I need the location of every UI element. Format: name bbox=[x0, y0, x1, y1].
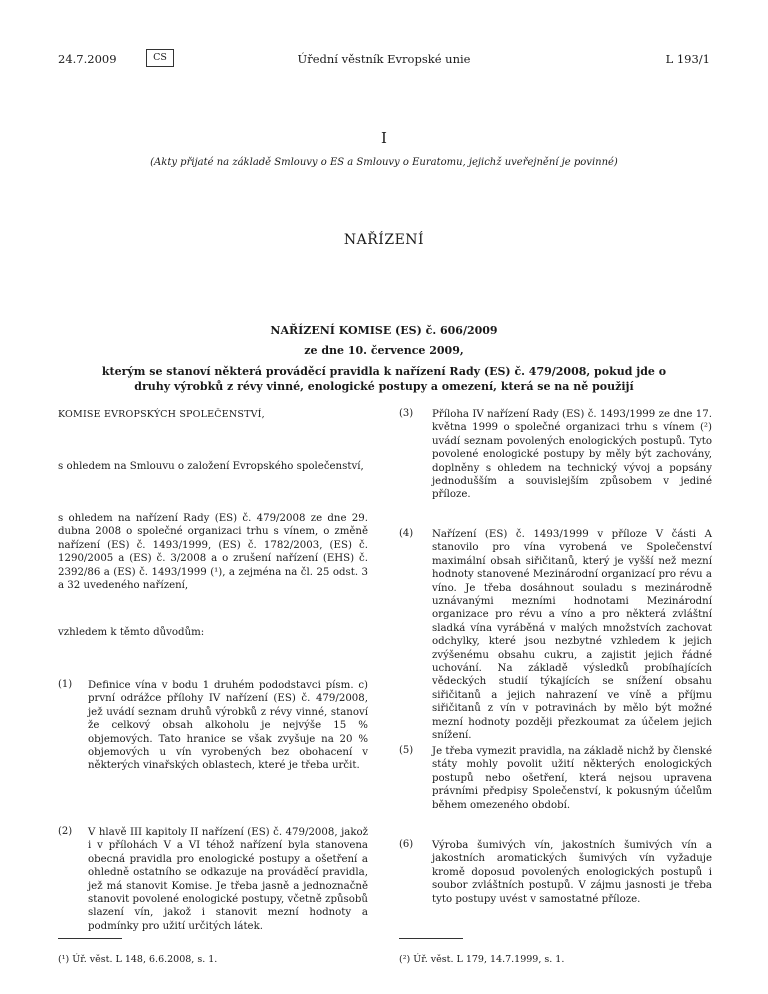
section-number: I bbox=[381, 129, 387, 147]
section-heading: NAŘÍZENÍ bbox=[343, 232, 425, 248]
recital-number: (4) bbox=[399, 528, 414, 539]
recital-number: (3) bbox=[399, 408, 414, 419]
regulation-recital: s ohledem na nařízení Rady (ES) č. 479/2008 ze dne 29. dubna 2008 o společné organizaci trhu s vínem, o změně nařízení (ES) č. 1493/1999, (ES) č. 1782/2003, (ES) č. 1290/2005 a (ES) č. 3/2008 a o zrušení nařízení (EHS) č. 2392/86 a (ES) č. 1493/1999 (¹), a zejména na čl. 25 odst. 3 a 32 uvedeného nařízení, bbox=[58, 513, 368, 592]
footnote: (²) Úř. věst. L 179, 14.7.1999, s. 1. bbox=[399, 954, 565, 965]
language-badge: CS bbox=[146, 49, 174, 67]
recital-number: (2) bbox=[58, 826, 73, 837]
whereas-line: vzhledem k těmto důvodům: bbox=[58, 627, 205, 638]
commission-line: KOMISE EVROPSKÝCH SPOLEČENSTVÍ, bbox=[58, 409, 265, 420]
footnote-rule bbox=[58, 938, 122, 939]
journal-title: Úřední věstník Evropské unie bbox=[297, 52, 471, 66]
recital-text: Definice vína v bodu 1 druhém pododstavci písm. c) první odrážce přílohy IV nařízení (ES) č. 479/2008, jež uvádí seznam druhů výrobků z révy vinné, stanoví že celkový obsah alkoholu je nejvýše 15 % objemových. Tato hranice se však zvyšuje na 20 % objemových u vín vyrobených bez obohacení v některých vinařských oblastech, které je třeba určit. bbox=[88, 680, 368, 772]
journal-reference: L 193/1 bbox=[665, 52, 710, 66]
recital-number: (1) bbox=[58, 679, 73, 690]
recital-text: Nařízení (ES) č. 1493/1999 v příloze V části A stanovilo pro vína vyrobená ve Společenství maximální obsah siřičitanů, který je vyšší než mezní hodnoty stanovené Mezinárodní organizací pro révu a víno. Je třeba dosáhnout souladu s mezinárodně uznávanými mezními hodnotami Mezinárodní organizace pro révu a víno a pro některá zvláštní sladká vína vyráběná v malých množstvích zachovat odchylky, které jsou nezbytné vzhledem k jejich zvýšenému obsahu cukru, a zajistit jejich řádné uchování. Na základě výsledků probíhajících vědeckých studií týkajících se snížení obsahu siřičitanů a jejich nahrazení ve víně a příjmu siřičitanů z vín v potravinách by mělo být možné mezní hodnoty později přezkoumat za účelem jejich snížení. bbox=[432, 529, 712, 742]
regulation-title: NAŘÍZENÍ KOMISE (ES) č. 606/2009 bbox=[270, 324, 498, 337]
treaty-recital: s ohledem na Smlouvu o založení Evropského společenství, bbox=[58, 461, 364, 472]
recital-text: Příloha IV nařízení Rady (ES) č. 1493/1999 ze dne 17. května 1999 o společné organizaci trhu s vínem (²) uvádí seznam povolených enologických postupů. Tyto povolené enologické postupy by měly být zachovány, doplněny s ohledem na technický vývoj a popsány jednodušším a souvislejším způsobem v jediné příloze. bbox=[432, 409, 712, 501]
regulation-date: ze dne 10. července 2009, bbox=[304, 344, 464, 357]
footnote-rule bbox=[399, 938, 463, 939]
recital-text: V hlavě III kapitoly II nařízení (ES) č. 479/2008, jakož i v přílohách V a VI téhož nařízení byla stanovena obecná pravidla pro enologické postupy a ošetření a ohledně ostatního se odkazuje na prováděcí pravidla, jež má stanovit Komise. Je třeba jasně a jednoznačně stanovit povolené enologické postupy, včetně způsobů slazení vín, jakož i stanovit mezní hodnoty a podmínky pro užití určitých látek. bbox=[88, 827, 368, 932]
recital-number: (6) bbox=[399, 839, 414, 850]
section-subtitle: (Akty přijaté na základě Smlouvy o ES a Smlouvy o Euratomu, jejichž uveřejnění je povinné) bbox=[150, 157, 618, 168]
recital-text: Výroba šumivých vín, jakostních šumivých vín a jakostních aromatických šumivých vín vyžaduje kromě doposud povolených enologických postupů i soubor zvláštních postupů. V zájmu jasnosti je třeba tyto postupy uvést v samostatné příloze. bbox=[432, 840, 712, 905]
footnote: (¹) Úř. věst. L 148, 6.6.2008, s. 1. bbox=[58, 954, 218, 965]
publication-date: 24.7.2009 bbox=[58, 52, 117, 66]
recital-number: (5) bbox=[399, 745, 414, 756]
recital-text: Je třeba vymezit pravidla, na základě nichž by členské státy mohly povolit užití některých enologických postupů nebo ošetření, která nejsou upravena právními předpisy Společenství, k pokusným účelům během omezeného období. bbox=[432, 746, 712, 811]
regulation-subject: kterým se stanoví některá prováděcí pravidla k nařízení Rady (ES) č. 479/2008, pokud jde o druhy výrobků z révy vinné, enologické postupy a omezení, která se na ně použijí bbox=[101, 365, 667, 393]
